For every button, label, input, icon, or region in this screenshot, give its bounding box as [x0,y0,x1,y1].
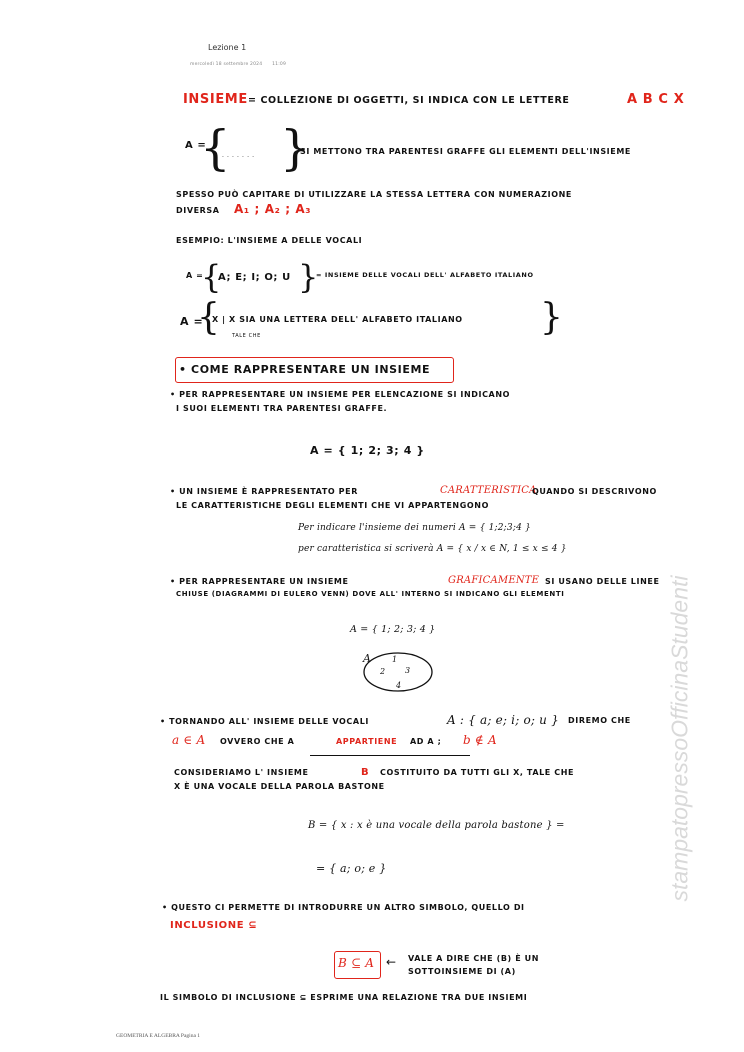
vowels-set-2: A : { a; e; i; o; u } [447,713,559,727]
right-brace-2: } [298,258,319,296]
bullet-caratteristica-3: LE CARATTERISTICHE DEGLI ELEMENTI CHE VI APPARTENGONO [176,501,489,510]
b-not-belongs: b ∉ A [463,733,497,747]
set-grafico: A = { 1; 2; 3; 4 } [350,624,436,635]
term-insieme: INSIEME [183,92,248,107]
vowels-description: = INSIEME DELLE VOCALI DELL' ALFABETO ITALIANO [316,271,534,279]
left-brace: { [200,120,231,176]
page-footer: GEOMETRIA E ALGEBRA Pagina 1 [116,1033,201,1039]
inclusione-relation: IL SIMBOLO DI INCLUSIONE ⊆ ESPRIME UNA RELAZIONE TRA DUE INSIEMI [160,993,528,1002]
right-brace-3: } [540,297,563,338]
ovvero-che: OVVERO CHE A [220,737,295,746]
tale-che-note: TALE CHE [232,333,261,339]
graficamente-red: GRAFICAMENTE [448,575,540,586]
bullet-grafico-3: CHIUSE (DIAGRAMMI DI EULERO VENN) DOVE ALL' INTERNO SI INDICANO GLI ELEMENTI [176,590,565,598]
caratteristica-red: CARATTERISTICA [440,485,537,496]
set-b-elements: = { a; o; e } [316,862,387,875]
date-text: mercoledì 18 settembre 2024 [190,62,263,67]
graffe-text: SI METTONO TRA PARENTESI GRAFFE GLI ELEMENTI DELL'INSIEME [300,147,631,156]
set-a-label-2: A = [186,271,204,280]
inclusione-red: INCLUSIONE ⊆ [170,920,258,931]
bullet-vocali: • TORNANDO ALL' INSIEME DELLE VOCALI [160,717,369,726]
appartiene-red: APPARTIENE [336,737,398,746]
vowels-set: A; E; I; O; U [218,272,291,283]
ad-a: AD A ; [410,737,442,746]
definition-text: = COLLEZIONE DI OGGETTI, SI INDICA CON LE LETTERE [248,95,570,106]
a-belongs: a ∈ A [172,733,206,747]
set-a-label-3: A = [180,315,204,328]
venn-element-3: 3 [405,666,411,675]
bullet-caratteristica-2: QUANDO SI DESCRIVONO [532,487,657,496]
letters-abcx: A B C X [627,92,685,107]
example-numbers: Per indicare l'insieme dei numeri A = { 1;2;3;4 } [298,523,531,533]
set-b-red: B [361,767,370,778]
left-brace-3: { [197,297,220,338]
subset-expression: B ⊆ A [338,956,375,970]
underline [310,755,470,756]
bullet-grafico-2: SI USANO DELLE LINEE [545,577,660,586]
set-elencazione: A = { 1; 2; 3; 4 } [310,444,425,457]
watermark: stampatopressoOfficinaStudenti [666,575,693,902]
example-caratteristica: per caratteristica si scriverà A = { x / x ∈ N, 1 ≤ x ≤ 4 } [298,544,567,554]
sottoinsieme: SOTTOINSIEME DI (A) [408,967,516,976]
bullet-caratteristica: • UN INSIEME È RAPPRESENTATO PER [170,487,358,496]
page-date [190,62,286,67]
set-b-definition: B = { x : x è una vocale della parola bastone } = [308,820,565,831]
vocale-bastone: X È UNA VOCALE DELLA PAROLA BASTONE [174,782,385,791]
vale-a-dire: VALE A DIRE CHE (B) È UN [408,954,540,963]
costituito: COSTITUITO DA TUTTI GLI X, TALE CHE [380,768,575,777]
numerazione-text: SPESSO PUÒ CAPITARE DI UTILIZZARE LA STESSA LETTERA CON NUMERAZIONE [176,190,572,199]
diversa-text: DIVERSA [176,206,220,215]
consideriamo: CONSIDERIAMO L' INSIEME [174,768,309,777]
dots: . . . . . . . [222,152,255,159]
venn-element-1: 1 [392,655,398,664]
arrow-icon: ← [386,955,397,969]
characteristic-desc: X | X SIA UNA LETTERA DELL' ALFABETO ITALIANO [212,315,463,324]
time-text: 11:09 [272,62,287,67]
bullet-inclusione: • QUESTO CI PERMETTE DI INTRODURRE UN ALTRO SIMBOLO, QUELLO DI [162,903,525,912]
venn-element-2: 2 [380,667,386,676]
bullet-elencazione-2: I SUOI ELEMENTI TRA PARENTESI GRAFFE. [176,404,388,413]
right-brace: } [280,120,311,176]
venn-label: A [363,652,372,665]
example-heading: ESEMPIO: L'INSIEME A DELLE VOCALI [176,236,363,245]
bullet-grafico: • PER RAPPRESENTARE UN INSIEME [170,577,349,586]
section-heading: • COME RAPPRESENTARE UN INSIEME [179,363,431,376]
numbered-sets: A₁ ; A₂ ; A₃ [234,202,312,216]
diremo-che: DIREMO CHE [568,716,631,725]
bullet-elencazione: • PER RAPPRESENTARE UN INSIEME PER ELENCAZIONE SI INDICANO [170,390,511,399]
page-title: Lezione 1 [208,43,247,52]
left-brace-2: { [201,258,222,296]
set-a-label: A = [185,140,207,151]
venn-element-4: 4 [396,681,402,690]
